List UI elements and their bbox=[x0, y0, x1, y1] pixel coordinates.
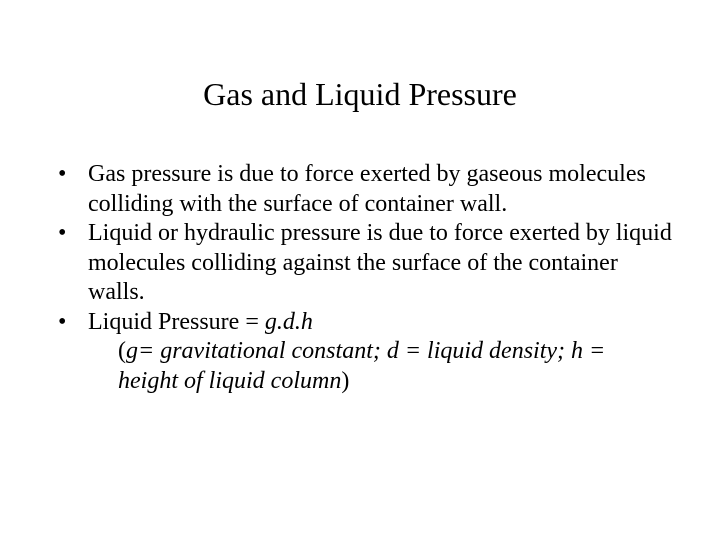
slide-title: Gas and Liquid Pressure bbox=[203, 76, 517, 112]
formula-line bbox=[88, 308, 678, 338]
formula-note bbox=[88, 337, 678, 396]
bullet-gas-pressure bbox=[58, 160, 678, 219]
formula: g.d.h bbox=[264, 308, 313, 335]
bullet-symbol: • bbox=[58, 220, 67, 246]
bullet-symbol: • bbox=[58, 308, 67, 335]
note-definitions: g= gravitational constant; d = liquid density; h = height of liquid column bbox=[118, 338, 606, 394]
note-open-paren: ( bbox=[118, 338, 126, 364]
bullet-list bbox=[58, 160, 678, 396]
note-close-paren: ) bbox=[341, 367, 350, 394]
bullet-text: Liquid or hydraulic pressure is due to force exerted by liquid molecules colliding against the surface of the container walls. bbox=[88, 220, 672, 305]
bullet-liquid-pressure-formula bbox=[58, 308, 678, 397]
bullet-symbol: • bbox=[58, 161, 67, 187]
bullet-text: Gas pressure is due to force exerted by gaseous molecules colliding with the surface of container wall. bbox=[88, 161, 646, 217]
bullet-liquid-pressure bbox=[58, 219, 678, 308]
formula-prefix: Liquid Pressure = bbox=[88, 308, 265, 335]
